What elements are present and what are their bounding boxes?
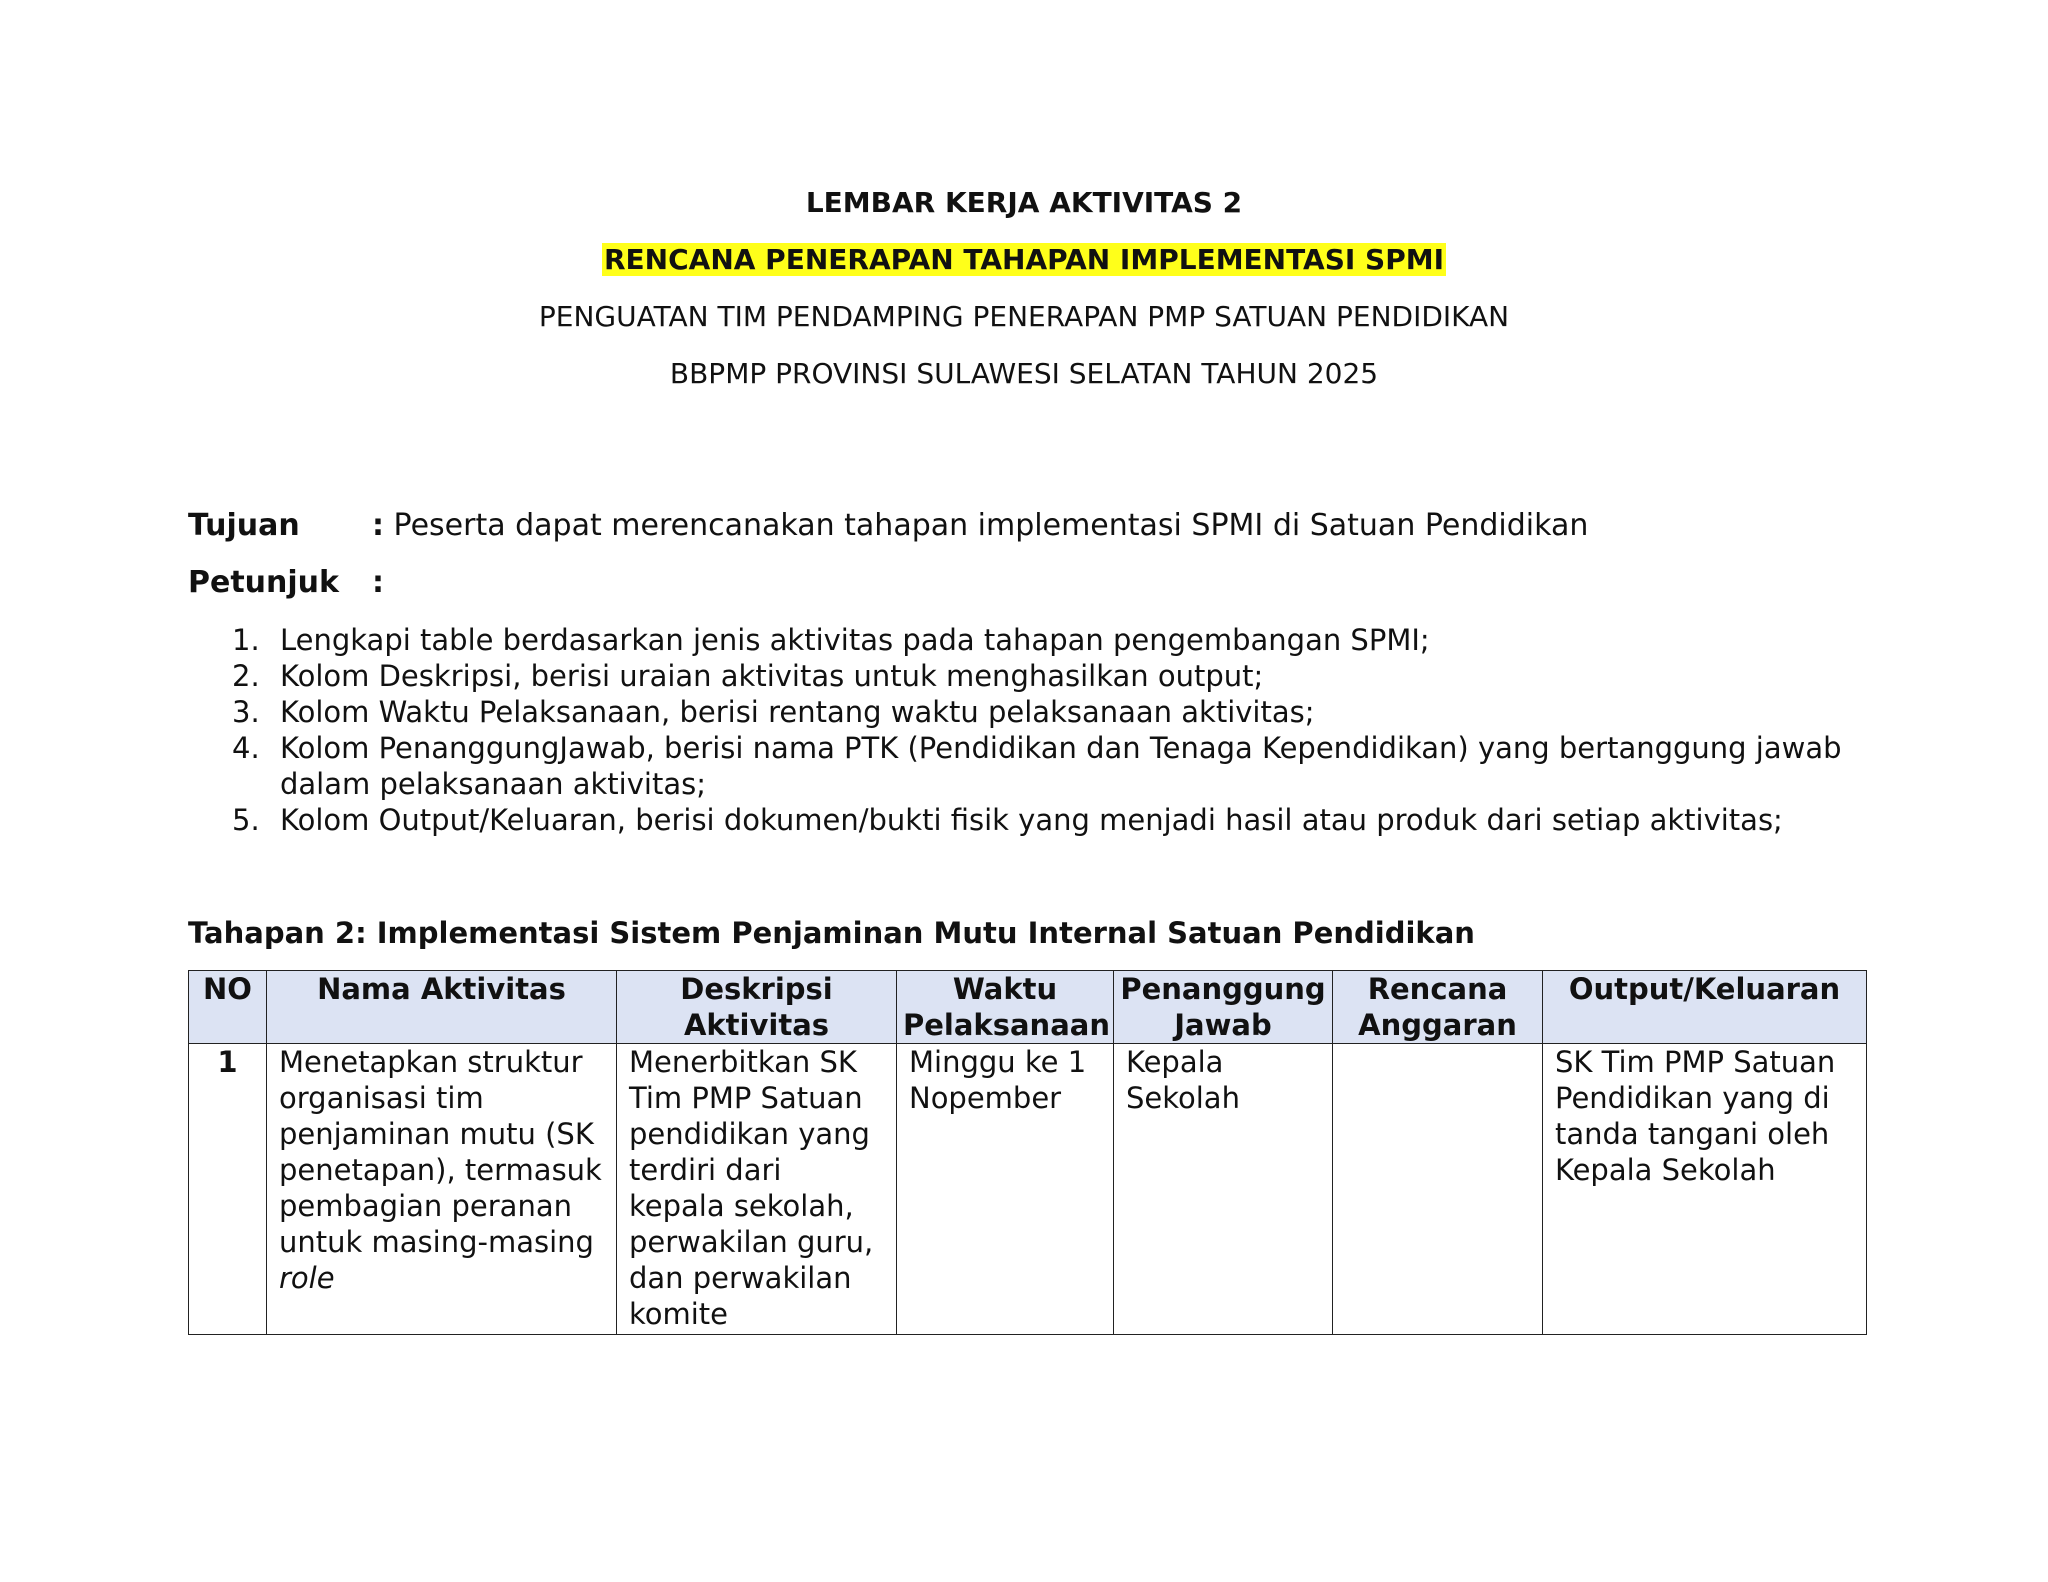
column-header-penanggung-jawab: Penanggung Jawab [1114, 971, 1333, 1044]
table-row [189, 1044, 1867, 1335]
program-name: PENGUATAN TIM PENDAMPING PENERAPAN PMP SATUAN PENDIDIKAN [538, 300, 1510, 333]
instruction-list [232, 622, 1882, 838]
petunjuk-label: Petunjuk [188, 565, 339, 600]
column-header-no: NO [189, 971, 267, 1044]
instruction-text: Kolom PenanggungJawab, berisi nama PTK (Pendidikan dan Tenaga Kependidikan) yang bertanggung jawab dalam pelaksanaan aktivitas; [280, 731, 1842, 801]
section-heading: Tahapan 2: Implementasi Sistem Penjaminan Mutu Internal Satuan Pendidikan [188, 916, 1475, 950]
instruction-text: Lengkapi table berdasarkan jenis aktivitas pada tahapan pengembangan SPMI; [280, 623, 1430, 657]
worksheet-title: LEMBAR KERJA AKTIVITAS 2 [805, 186, 1243, 219]
instruction-item [232, 694, 1882, 730]
table-header-row [189, 971, 1867, 1044]
instruction-item [232, 622, 1882, 658]
instruction-item [232, 658, 1882, 694]
cell-penanggung-jawab: Kepala Sekolah [1114, 1044, 1333, 1335]
cell-nama-aktivitas [267, 1044, 617, 1335]
activity-table [188, 970, 1867, 1335]
cell-waktu: Minggu ke 1 Nopember [897, 1044, 1114, 1335]
tujuan-text: Peserta dapat merencanakan tahapan implementasi SPMI di Satuan Pendidikan [393, 508, 1589, 543]
tujuan-label: Tujuan [188, 508, 300, 543]
cell-output: SK Tim PMP Satuan Pendidikan yang di tanda tangani oleh Kepala Sekolah [1543, 1044, 1867, 1335]
petunjuk-row [188, 565, 384, 600]
column-header-waktu: Waktu Pelaksanaan [897, 971, 1114, 1044]
petunjuk-colon: : [372, 565, 384, 600]
instruction-number: 4. [232, 731, 260, 765]
cell-deskripsi: Menerbitkan SK Tim PMP Satuan pendidikan yang terdiri dari kepala sekolah, perwakilan guru, dan perwakilan komite [617, 1044, 897, 1335]
instruction-item [232, 802, 1882, 838]
column-header-anggaran: Rencana Anggaran [1333, 971, 1543, 1044]
nama-aktivitas-italic: role [279, 1261, 335, 1295]
tujuan-colon: : [372, 508, 384, 543]
column-header-output: Output/Keluaran [1543, 971, 1867, 1044]
institution-name: BBPMP PROVINSI SULAWESI SELATAN TAHUN 2025 [669, 357, 1379, 390]
highlighted-subtitle-text: RENCANA PENERAPAN TAHAPAN IMPLEMENTASI SPMI [603, 243, 1445, 276]
nama-aktivitas-text: Menetapkan struktur organisasi tim penjaminan mutu (SK penetapan), termasuk pembagian peranan untuk masing-masing [279, 1045, 602, 1259]
instruction-item [232, 730, 1882, 802]
column-header-deskripsi: Deskripsi Aktivitas [617, 971, 897, 1044]
instruction-number: 2. [232, 659, 260, 693]
instruction-number: 1. [232, 623, 260, 657]
instruction-text: Kolom Output/Keluaran, berisi dokumen/bukti fisik yang menjadi hasil atau produk dari setiap aktivitas; [280, 803, 1783, 837]
cell-no: 1 [189, 1044, 267, 1335]
instruction-text: Kolom Deskripsi, berisi uraian aktivitas untuk menghasilkan output; [280, 659, 1264, 693]
column-header-nama-aktivitas: Nama Aktivitas [267, 971, 617, 1044]
cell-anggaran [1333, 1044, 1543, 1335]
instruction-number: 3. [232, 695, 260, 729]
worksheet-subtitle [0, 243, 2048, 276]
tujuan-row [188, 508, 1588, 543]
instruction-number: 5. [232, 803, 260, 837]
instruction-text: Kolom Waktu Pelaksanaan, berisi rentang waktu pelaksanaan aktivitas; [280, 695, 1315, 729]
